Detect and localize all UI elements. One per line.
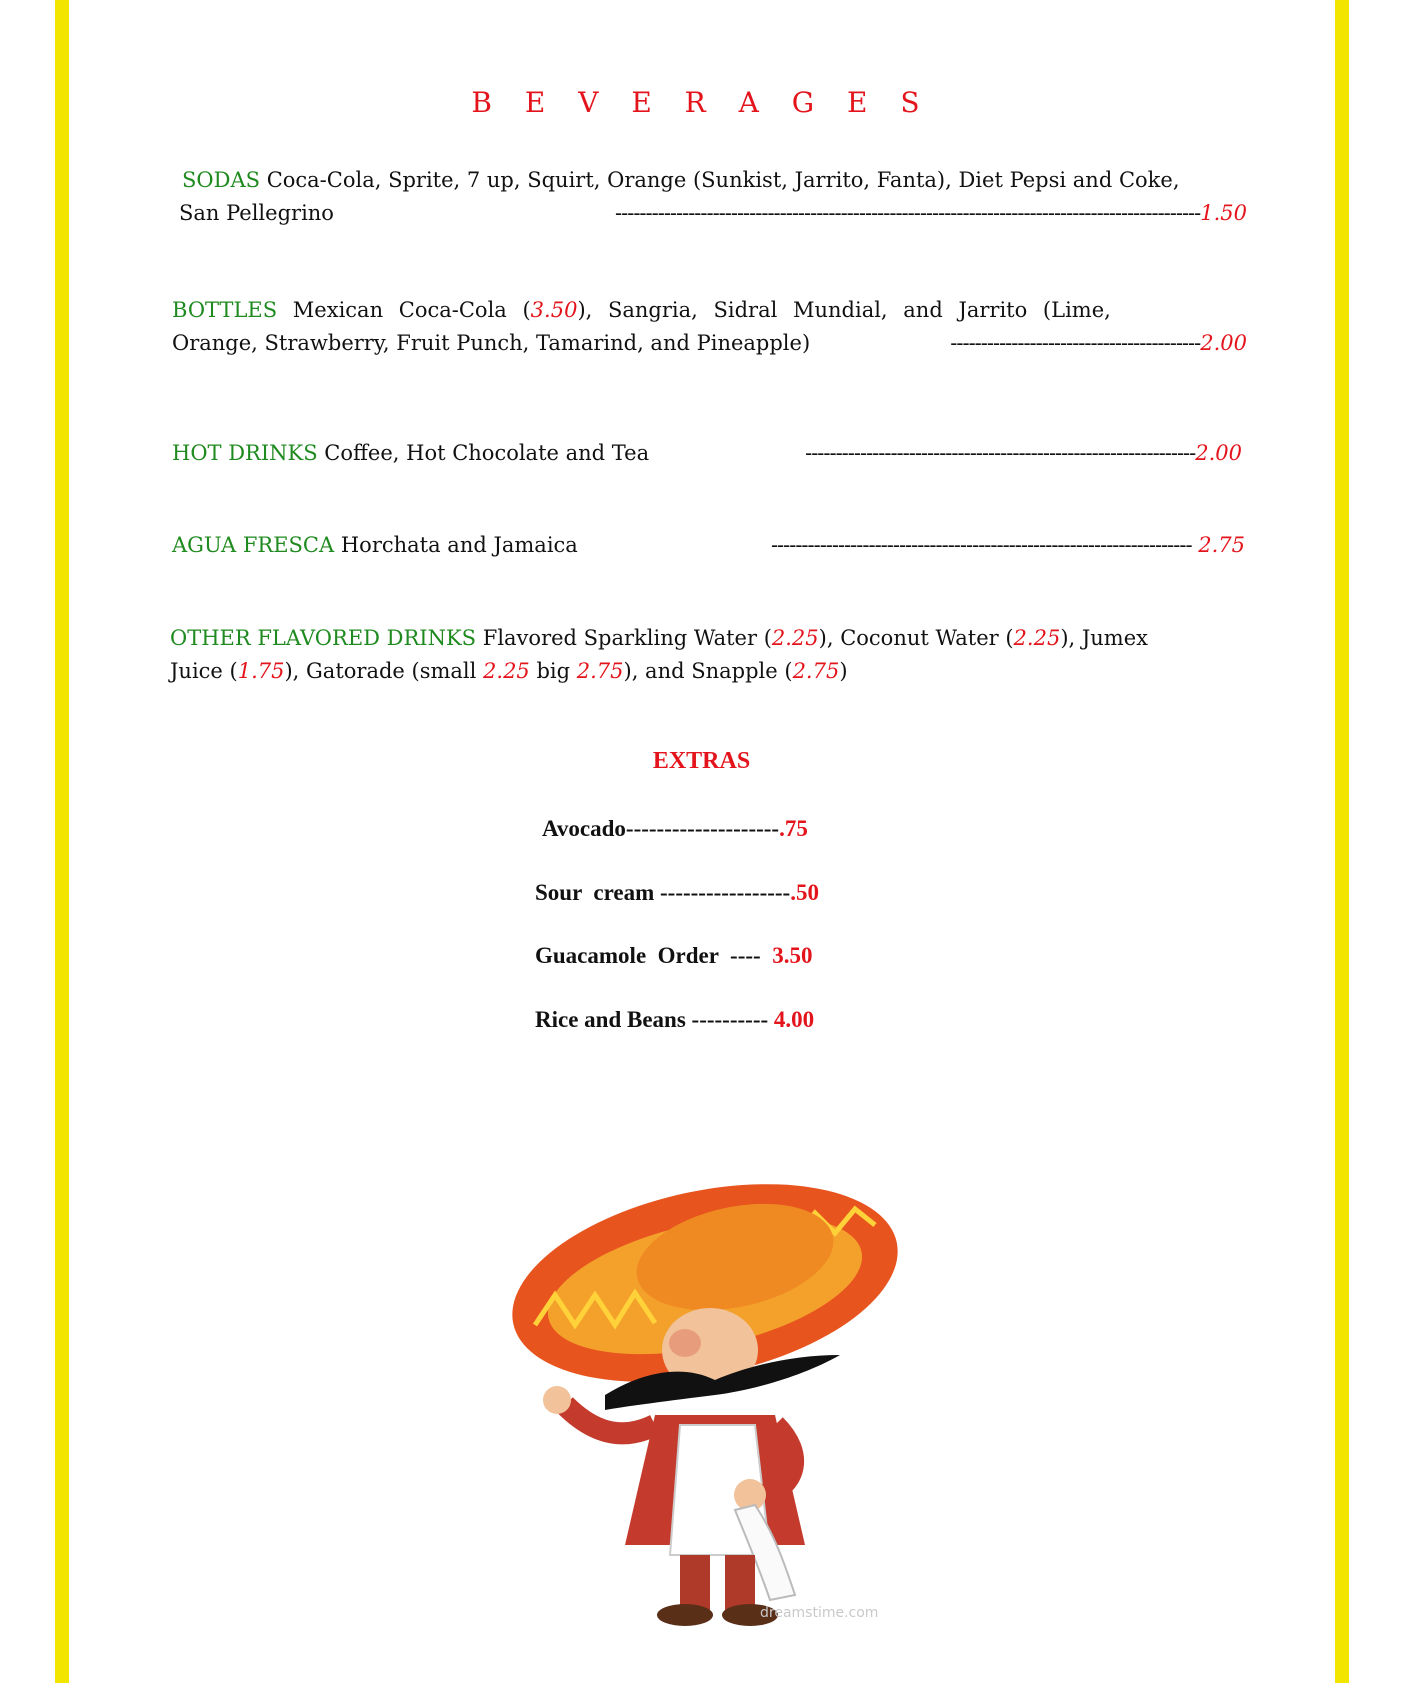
page-title: B E V E R A G E S — [471, 86, 932, 119]
extra-item-rice-beans — [535, 1007, 814, 1033]
extra-label: Guacamole Order — [535, 943, 719, 968]
item-description: Horchata and Jamaica — [340, 533, 578, 557]
price: .75 — [779, 816, 808, 841]
item-description: Orange, Strawberry, Fruit Punch, Tamarind, and Pineapple) — [172, 331, 811, 355]
extra-label: Rice and Beans — [535, 1007, 686, 1032]
price: 3.50 — [772, 943, 813, 968]
item-description: Juice ( — [170, 659, 238, 683]
extra-item-sour-cream — [535, 880, 819, 906]
item-description: ), Jumex — [1060, 626, 1148, 650]
price: 1.50 — [1200, 201, 1247, 225]
hot-drinks-price-row — [700, 437, 1242, 470]
extra-label: Avocado — [542, 816, 626, 841]
category-label: SODAS — [182, 168, 260, 192]
price: 2.75 — [1198, 533, 1245, 557]
price: .50 — [790, 880, 819, 905]
extra-item-avocado — [542, 816, 808, 842]
item-description: Coca-Cola, Sprite, 7 up, Squirt, Orange (Sunkist, Jarrito, Fanta), Diet Pepsi and Coke, — [266, 168, 1180, 192]
menu-item-agua-fresca — [172, 529, 578, 562]
watermark: dreamstime.com — [760, 1605, 879, 1621]
category-label: AGUA FRESCA — [172, 533, 335, 557]
dotted-leader: --------------------------------------------------------------------- — [770, 533, 1192, 557]
bottles-price-row — [855, 327, 1247, 360]
menu-item-hot-drinks — [172, 437, 649, 470]
item-description: ), Gatorade (small — [284, 659, 484, 683]
right-border — [1335, 0, 1349, 1683]
price: 4.00 — [773, 1007, 815, 1032]
extras-title: EXTRAS — [652, 748, 751, 774]
inline-price: 2.25 — [1013, 626, 1061, 650]
item-description: Mexican Coca-Cola ( — [292, 298, 531, 322]
dotted-leader: ----------------------------------------- — [950, 331, 1201, 355]
item-description: Coffee, Hot Chocolate and Tea — [324, 441, 650, 465]
inline-price: 2.75 — [576, 659, 624, 683]
item-description: big — [529, 659, 577, 683]
item-description: ), and Snapple ( — [623, 659, 793, 683]
price: 2.00 — [1200, 331, 1247, 355]
item-description: ) — [839, 659, 848, 683]
category-label: OTHER FLAVORED DRINKS — [170, 626, 477, 650]
menu-item-bottles-line2 — [172, 327, 810, 360]
sodas-price-row — [350, 197, 1247, 230]
item-description: ), Sangria, Sidral Mundial, and Jarrito (Lime, — [577, 298, 1111, 322]
dotted-leader: -------------------- — [625, 816, 780, 841]
price: 2.00 — [1195, 441, 1242, 465]
left-border — [55, 0, 69, 1683]
extra-item-guacamole — [535, 943, 812, 969]
dotted-leader: ---- — [718, 943, 773, 968]
item-description: Flavored Sparkling Water ( — [482, 626, 772, 650]
menu-item-other-drinks — [170, 622, 1248, 655]
inline-price: 3.50 — [530, 298, 578, 322]
menu-item-other-drinks-line2 — [170, 655, 848, 688]
item-description: ), Coconut Water ( — [818, 626, 1014, 650]
category-label: HOT DRINKS — [172, 441, 318, 465]
extra-label: Sour cream — [535, 880, 655, 905]
inline-price: 1.75 — [237, 659, 285, 683]
inline-price: 2.25 — [771, 626, 819, 650]
category-label: BOTTLES — [172, 298, 278, 322]
menu-item-sodas — [182, 164, 1244, 197]
inline-price: 2.75 — [792, 659, 840, 683]
item-description: San Pellegrino — [179, 201, 334, 225]
menu-item-bottles — [172, 294, 1162, 327]
dotted-leader: ---------------------------------------------------------------- — [805, 441, 1196, 465]
agua-fresca-price-row — [615, 529, 1245, 562]
inline-price: 2.25 — [483, 659, 530, 683]
dotted-leader: ----------------- — [654, 880, 791, 905]
dotted-leader: ------------------------------------------------------------------------------------------------ — [615, 201, 1201, 225]
mascot-illustration — [505, 1175, 915, 1640]
dotted-leader: ---------- — [685, 1007, 774, 1032]
